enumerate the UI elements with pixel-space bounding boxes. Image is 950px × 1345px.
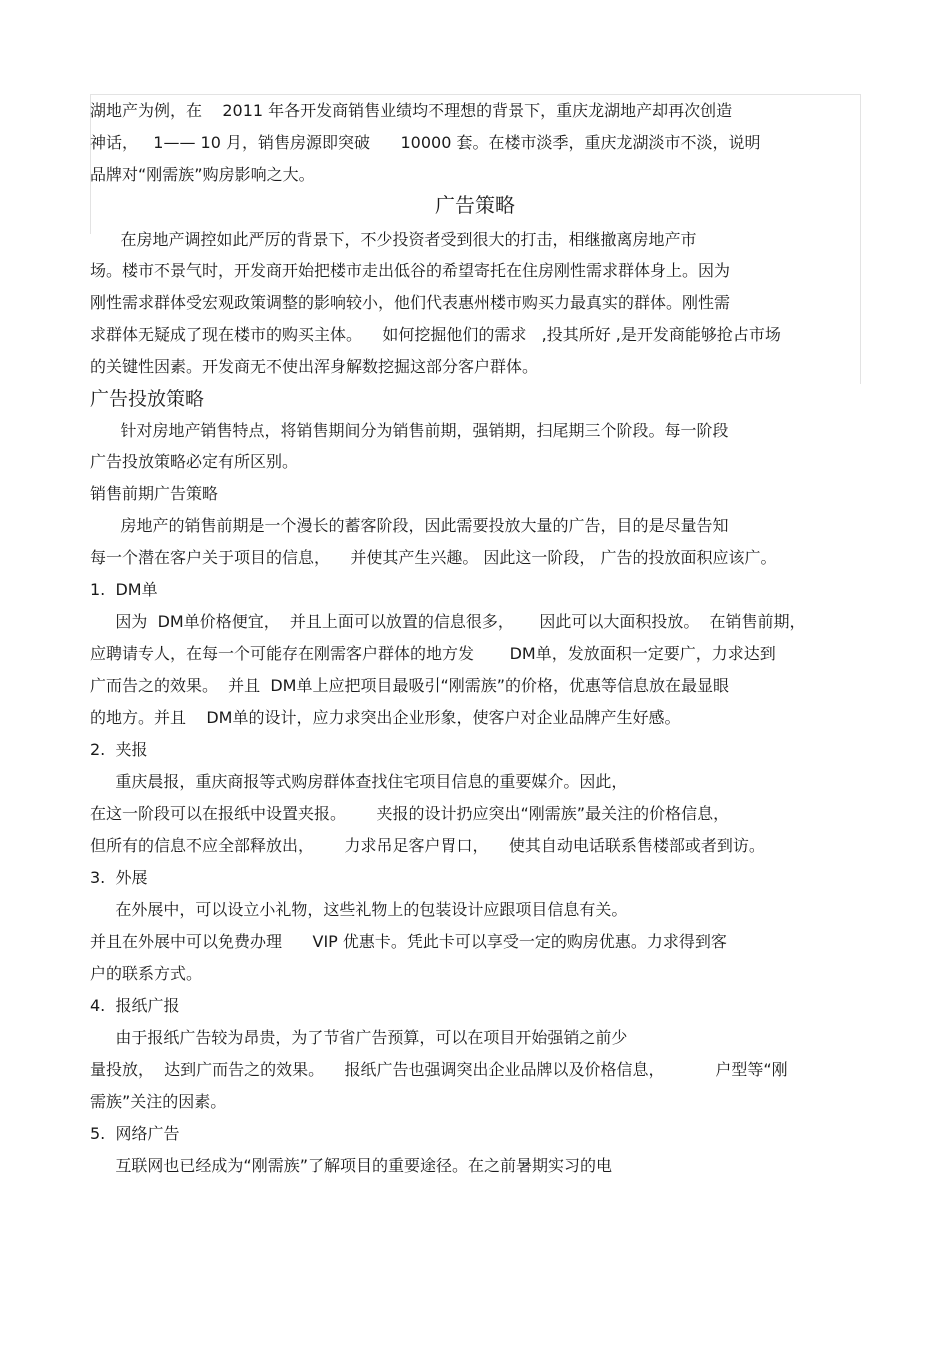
dm-line-1: 因为 DM单价格便宜， 并且上面可以放置的信息很多， 因此可以大面积投放。 在销售前期， xyxy=(90,612,806,631)
insert-line-3: 但所有的信息不应全部释放出， 力求吊足客户胃口， 使其自动电话联系售楼部或者到访。 xyxy=(90,836,765,855)
dm-line-4: 的地方。并且 DM单的设计，应力求突出企业形象，使客户对企业品牌产生好感。 xyxy=(90,708,681,727)
exhibition-line-3: 户的联系方式。 xyxy=(90,964,203,983)
section-title-ad-strategy: 广告策略 xyxy=(435,193,515,217)
ad-strategy-line-4: 求群体无疑成了现在楼市的购买主体。 如何挖掘他们的需求 ,投其所好 ,是开发商能够抢占市场 xyxy=(90,325,781,344)
dm-line-3: 广而告之的效果。 并且 DM单上应把项目最吸引“刚需族”的价格，优惠等信息放在最显眼 xyxy=(90,676,730,695)
newspaper-line-2: 量投放， 达到广而告之的效果。 报纸广告也强调突出企业品牌以及价格信息， 户型等“刚 xyxy=(90,1060,788,1079)
newspaper-line-1: 由于报纸广告较为昂贵，为了节省广告预算，可以在项目开始强销之前少 xyxy=(90,1028,628,1047)
placement-line-2: 广告投放策略必定有所区别。 xyxy=(90,452,299,471)
placement-line-1: 针对房地产销售特点，将销售期间分为销售前期，强销期，扫尾期三个阶段。每一阶段 xyxy=(90,421,729,440)
ad-strategy-line-2: 场。楼市不景气时，开发商开始把楼市走出低谷的希望寄托在住房刚性需求群体身上。因为 xyxy=(90,261,731,280)
list-heading-exhibition: 3. 外展 xyxy=(90,868,148,887)
subheading-presale: 销售前期广告策略 xyxy=(90,484,219,503)
intro-line-2: 神话， 1—— 10 月，销售房源即突破 10000 套。在楼市淡季，重庆龙湖淡市不淡，说明 xyxy=(90,133,761,152)
list-heading-newspaper: 4. 报纸广报 xyxy=(90,996,180,1015)
ad-strategy-line-5: 的关键性因素。开发商无不使出浑身解数挖掘这部分客户群体。 xyxy=(90,357,539,376)
exhibition-line-2: 并且在外展中可以免费办理 VIP 优惠卡。凭此卡可以享受一定的购房优惠。力求得到客 xyxy=(90,932,727,951)
dm-line-2: 应聘请专人，在每一个可能存在刚需客户群体的地方发 DM单，发放面积一定要广，力求达到 xyxy=(90,644,776,663)
intro-line-1: 湖地产为例，在 2011 年各开发商销售业绩均不理想的背景下，重庆龙湖地产却再次创造 xyxy=(90,101,733,120)
placement-line-4: 房地产的销售前期是一个漫长的蓄客阶段，因此需要投放大量的广告，目的是尽量告知 xyxy=(90,516,729,535)
list-heading-online: 5. 网络广告 xyxy=(90,1124,180,1143)
insert-line-2: 在这一阶段可以在报纸中设置夹报。 夹报的设计扔应突出“刚需族”最关注的价格信息， xyxy=(90,804,730,823)
list-heading-insert: 2. 夹报 xyxy=(90,740,148,759)
intro-line-3: 品牌对“刚需族”购房影响之大。 xyxy=(90,165,315,184)
list-heading-dm: 1. DM单 xyxy=(90,580,158,599)
page-frame-right-border xyxy=(860,94,861,384)
ad-strategy-line-1: 在房地产调控如此严厉的背景下，不少投资者受到很大的打击，相继撤离房地产市 xyxy=(90,230,697,249)
ad-strategy-line-3: 刚性需求群体受宏观政策调整的影响较小，他们代表惠州楼市购买力最真实的群体。刚性需 xyxy=(90,293,731,312)
insert-line-1: 重庆晨报，重庆商报等式购房群体查找住宅项目信息的重要媒介。因此， xyxy=(90,772,628,791)
exhibition-line-1: 在外展中，可以设立小礼物，这些礼物上的包装设计应跟项目信息有关。 xyxy=(90,900,628,919)
placement-line-5: 每一个潜在客户关于项目的信息， 并使其产生兴趣。 因此这一阶段， 广告的投放面积应该广。 xyxy=(90,548,777,567)
online-line-1: 互联网也已经成为“刚需族”了解项目的重要途径。在之前暑期实习的电 xyxy=(90,1156,613,1175)
section-title-placement: 广告投放策略 xyxy=(90,388,205,410)
newspaper-line-3: 需族”关注的因素。 xyxy=(90,1092,227,1111)
page-frame-top-border xyxy=(90,94,860,95)
